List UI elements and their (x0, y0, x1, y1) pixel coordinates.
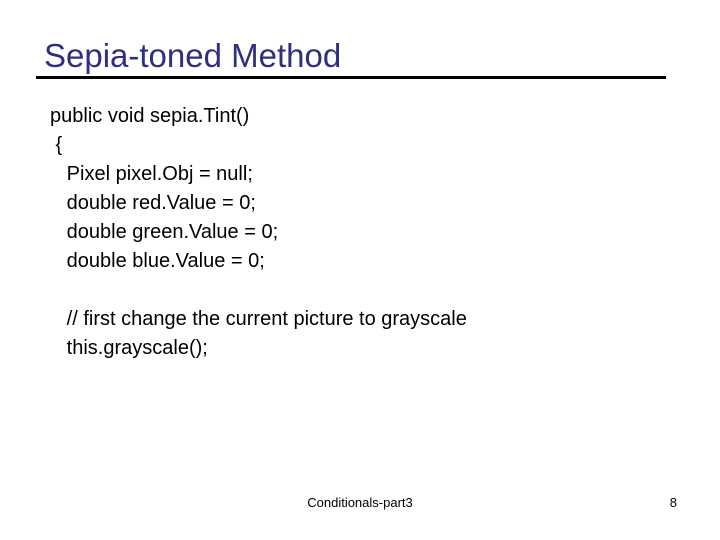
page-number: 8 (669, 495, 677, 510)
code-line-green-declaration: double green.Value = 0; (50, 221, 279, 243)
code-line-method-signature: public void sepia.Tint() (50, 105, 250, 127)
code-block (50, 102, 467, 363)
code-line-blank (50, 276, 467, 305)
code-line-comment: // first change the current picture to grayscale (50, 308, 467, 330)
code-line-blue-declaration: double blue.Value = 0; (50, 250, 265, 272)
code-line-grayscale-call: this.grayscale(); (50, 337, 208, 359)
code-line-pixel-declaration: Pixel pixel.Obj = null; (50, 163, 253, 185)
code-line-red-declaration: double red.Value = 0; (50, 192, 256, 214)
code-line-open-brace: { (50, 134, 63, 156)
footer-label: Conditionals-part3 (307, 495, 413, 510)
title-underline (36, 76, 666, 79)
slide-title: Sepia-toned Method (44, 37, 342, 74)
